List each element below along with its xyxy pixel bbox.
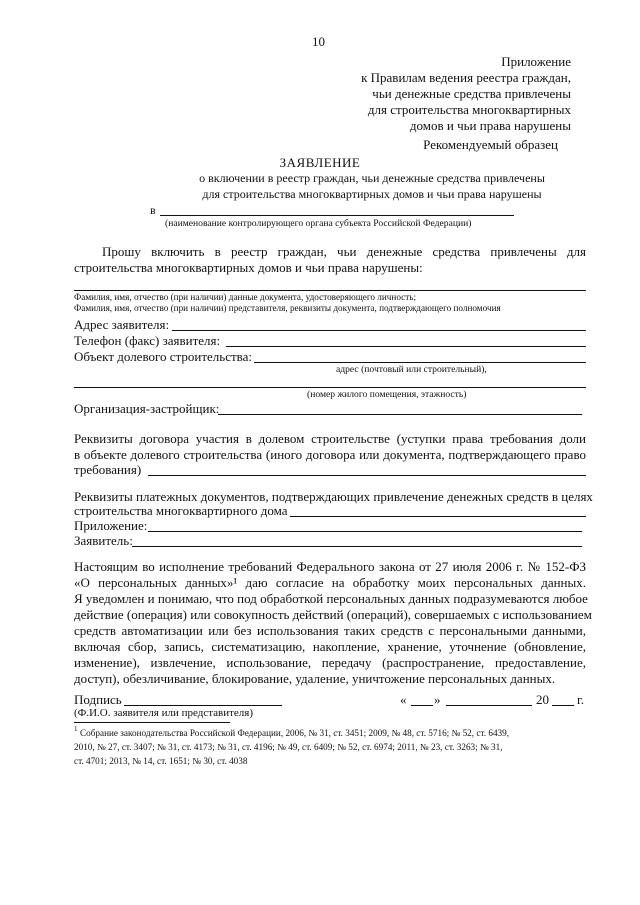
payment-line: Реквизиты платежных документов, подтверждающих привлечение денежных средств в целях [74, 489, 593, 504]
date-open-quote: « [400, 692, 407, 707]
object-hint: адрес (почтовый или строительный), [336, 364, 487, 375]
consent-line: изменение), извлечение, использование, передачу (распространение, предоставление, [74, 655, 586, 670]
contract-line: в объекте долевого строительства (иного договора или документа, подтверждающего право [74, 447, 586, 462]
footnote-line: Собрание законодательства Российской Федерации, 2006, № 31, ст. 3451; 2009, № 48, ст. 5716; № 52, ст. 6439, [80, 728, 510, 738]
footnote-separator [74, 722, 230, 723]
apartment-hint: (номер жилого помещения, этажность) [307, 389, 467, 400]
request-line: Прошу включить в реестр граждан, чьи денежные средства привлечены для [102, 244, 586, 259]
signature-field[interactable] [124, 705, 282, 706]
phone-label: Телефон (факс) заявителя: [74, 333, 221, 348]
consent-line: Я уведомлен и понимаю, что под обработкой персональных данных подразумеваются любое [74, 591, 588, 606]
payment-line: строительства многоквартирного дома [74, 503, 288, 518]
consent-line: средств автоматизации или без использования таких средств с персональными данными, [74, 623, 586, 638]
consent-line: включая сбор, запись, систематизацию, накопление, хранение, уточнение (обновление, [74, 639, 586, 654]
applicant-field[interactable] [132, 546, 582, 547]
consent-line: доступ), обезличивание, блокирование, удаление, уничтожение персональных данных. [74, 671, 556, 686]
authority-line[interactable] [160, 215, 514, 216]
appendix-line: к Правилам ведения реестра граждан, [361, 70, 571, 85]
consent-line: Настоящим во исполнение требований Федерального закона от 27 июля 2006 г. № 152-ФЗ [74, 559, 586, 574]
attachment-field[interactable] [148, 531, 582, 532]
developer-label: Организация-застройщик: [74, 401, 220, 416]
subtitle-line: для строительства многоквартирных домов и чьи права нарушены [202, 187, 542, 201]
object-field[interactable] [254, 362, 586, 363]
appendix-line: Приложение [501, 54, 571, 69]
applicant-data-line[interactable] [74, 290, 586, 291]
date-year-field[interactable] [552, 705, 574, 706]
contract-line: требования) [74, 462, 142, 477]
applicant-label: Заявитель: [74, 533, 133, 548]
appendix-block [361, 54, 571, 134]
authority-hint: (наименование контролирующего органа субъекта Российской Федерации) [165, 218, 472, 229]
consent-line: «О персональных данных»¹ даю согласие на обработку моих персональных данных. [74, 575, 586, 590]
phone-field[interactable] [226, 346, 586, 347]
contract-field[interactable] [148, 475, 586, 476]
date-month-field[interactable] [446, 705, 532, 706]
signature-hint: (Ф.И.О. заявителя или представителя) [74, 707, 254, 719]
appendix-line: для строительства многоквартирных [367, 102, 571, 117]
year-prefix: 20 [536, 692, 549, 707]
to-prefix: в [150, 203, 156, 217]
object-field-2[interactable] [74, 387, 586, 388]
form-title: ЗАЯВЛЕНИЕ [279, 155, 361, 170]
address-field[interactable] [172, 330, 586, 331]
object-label: Объект долевого строительства: [74, 349, 252, 364]
date-day-field[interactable] [411, 705, 433, 706]
page-number: 10 [312, 34, 325, 49]
subtitle-line: о включении в реестр граждан, чьи денежные средства привлечены [199, 171, 545, 185]
developer-field[interactable] [218, 414, 582, 415]
signature-label: Подпись [74, 692, 122, 707]
representative-hint: Фамилия, имя, отчество (при наличии) представителя, реквизиты документа, подтверждающего полномочия [74, 303, 501, 313]
recommended-sample: Рекомендуемый образец [423, 137, 558, 152]
payment-field[interactable] [290, 516, 586, 517]
address-label: Адрес заявителя: [74, 317, 170, 332]
appendix-line: домов и чьи права нарушены [409, 118, 571, 133]
footnote-line: 2010, № 27, ст. 3407; № 31, ст. 4173; № 31, ст. 4196; № 49, ст. 6409; № 52, ст. 6974; 2011, № 23, ст. 3263; № 31, [74, 742, 503, 752]
request-line: строительства многоквартирных домов и чьи права нарушены: [74, 260, 423, 275]
attachment-label: Приложение: [74, 518, 148, 533]
consent-line: действие (операция) или совокупность действий (операций), совершаемых с использованием [74, 607, 592, 622]
date-close-quote: » [434, 692, 441, 707]
contract-line: Реквизиты договора участия в долевом строительстве (уступки права требования доли [74, 431, 586, 446]
year-suffix: г. [577, 692, 585, 707]
applicant-hint: Фамилия, имя, отчество (при наличии) данные документа, удостоверяющего личность; [74, 292, 417, 302]
footnote-mark: 1 [74, 725, 78, 733]
appendix-line: чьи денежные средства привлечены [372, 86, 571, 101]
footnote-line: ст. 4701; 2013, № 14, ст. 1651; № 30, ст. 4038 [74, 756, 248, 766]
